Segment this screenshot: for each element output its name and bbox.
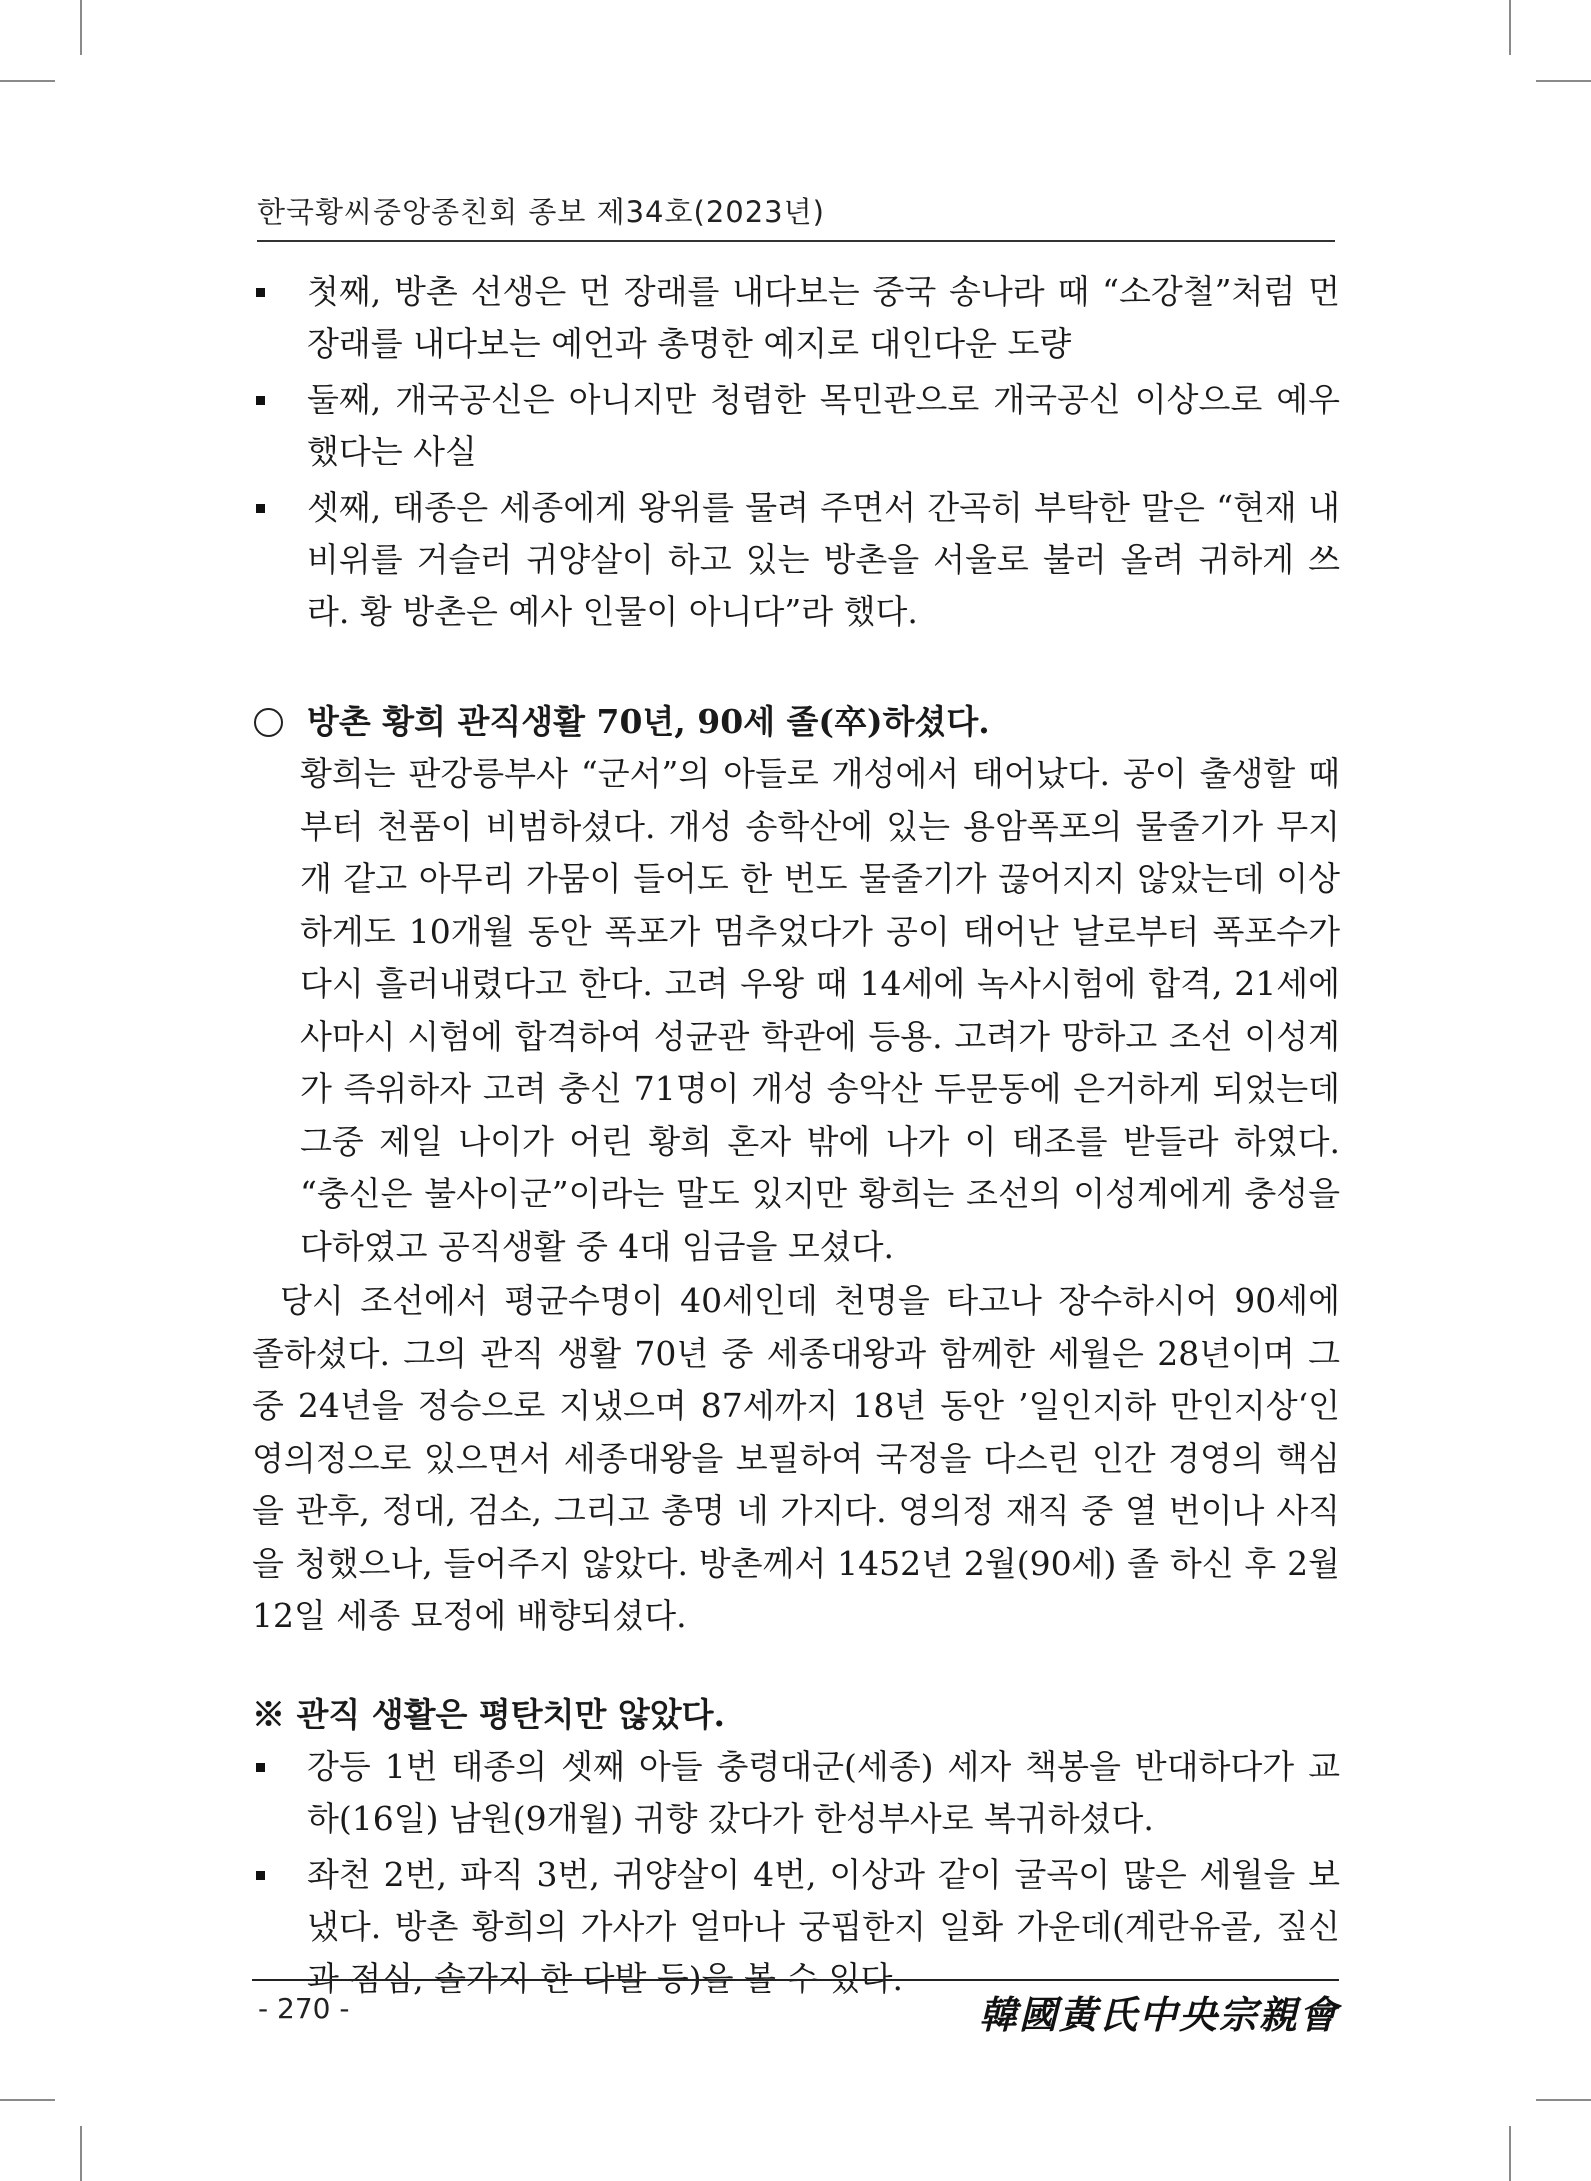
bullet-item: [252, 1741, 1340, 1845]
bullet-text: 강등 1번 태종의 셋째 아들 충령대군(세종) 세자 책봉을 반대하다가 교하(16일) 남원(9개월) 귀향 갔다가 한성부사로 복귀하셨다.: [307, 1746, 1340, 1838]
publisher-logo: 韓國黃氏中央宗親會: [978, 1992, 1339, 2037]
square-bullet-icon: [256, 504, 265, 513]
circle-icon: [254, 708, 283, 737]
crop-mark: [1536, 2099, 1591, 2101]
square-bullet-icon: [256, 288, 265, 297]
page-body: [252, 266, 1340, 2009]
square-bullet-icon: [256, 1871, 265, 1880]
crop-mark: [0, 80, 55, 82]
bullet-item: [252, 1849, 1340, 2005]
page-number: - 270 -: [258, 1992, 350, 2025]
square-bullet-icon: [256, 1763, 265, 1772]
footer-divider: [252, 1979, 1339, 1981]
section-heading: [252, 696, 1340, 748]
bullet-item: [252, 266, 1340, 370]
crop-mark: [1536, 80, 1591, 82]
bullet-item: [252, 374, 1340, 478]
bullet-text: 첫째, 방촌 선생은 먼 장래를 내다보는 중국 송나라 때 “소강철”처럼 먼 장래를 내다보는 예언과 총명한 예지로 대인다운 도량: [307, 272, 1340, 363]
bullet-item: [252, 482, 1340, 638]
header-divider: [257, 240, 1335, 242]
square-bullet-icon: [256, 396, 265, 405]
section-heading-text: 방촌 황희 관직생활 70년, 90세 졸(卒)하셨다.: [307, 702, 990, 741]
running-header: 한국황씨중앙종친회 종보 제34호(2023년): [257, 195, 825, 229]
bullet-text: 셋째, 태종은 세종에게 왕위를 물려 주면서 간곡히 부탁한 말은 “현재 내 비위를 거슬러 귀양살이 하고 있는 방촌을 서울로 불러 올려 귀하게 쓰라. 황 방촌은 예사 인물이 아니다”라 했다.: [307, 488, 1340, 631]
note-heading: ※ 관직 생활은 평탄치만 않았다.: [252, 1694, 725, 1734]
bullet-text: 좌천 2번, 파직 3번, 귀양살이 4번, 이상과 같이 굴곡이 많은 세월을 보냈다. 방촌 황희의 가사가 얼마나 궁핍한지 일화 가운데(계란유골, 짚신과 점심, 솔가지 한 다발 등)을 볼 수 있다.: [307, 1854, 1340, 1998]
crop-mark: [1509, 2126, 1511, 2181]
crop-mark: [80, 0, 82, 55]
bullet-text: 둘째, 개국공신은 아니지만 청렴한 목민관으로 개국공신 이상으로 예우했다는 사실: [307, 380, 1340, 471]
section-paragraph: 황희는 판강릉부사 “군서”의 아들로 개성에서 태어났다. 공이 출생할 때부터 천품이 비범하셨다. 개성 송학산에 있는 용암폭포의 물줄기가 무지개 같고 아무리 가뭄이 들어도 한 번도 물줄기가 끊어지지 않았는데 이상하게도 10개월 동안 폭포가 멈추었다가 공이 태어난 날로부터 폭포수가 다시 흘러내렸다고 한다. 고려 우왕 때 14세에 녹사시험에 합격, 21세에 사마시 시험에 합격하여 성균관 학관에 등용. 고려가 망하고 조선 이성계가 즉위하자 고려 충신 71명이 개성 송악산 두문동에 은거하게 되었는데 그중 제일 나이가 어린 황희 혼자 밖에 나가 이 태조를 받들라 하였다. “충신은 불사이군”이라는 말도 있지만 황희는 조선의 이성계에게 충성을 다하였고 공직생활 중 4대 임금을 모셨다.: [300, 754, 1340, 1266]
crop-mark: [1509, 0, 1511, 55]
crop-mark: [80, 2126, 82, 2181]
body-paragraph: 당시 조선에서 평균수명이 40세인데 천명을 타고나 장수하시어 90세에 졸하셨다. 그의 관직 생활 70년 중 세종대왕과 함께한 세월은 28년이며 그중 24년을 정승으로 지냈으며 87세까지 18년 동안 ’일인지하 만인지상‘인 영의정으로 있으면서 세종대왕을 보필하여 국정을 다스린 인간 경영의 핵심을 관후, 정대, 검소, 그리고 총명 네 가지다. 영의정 재직 중 열 번이나 사직을 청했으나, 들어주지 않았다. 방촌께서 1452년 2월(90세) 졸 하신 후 2월 12일 세종 묘정에 배향되셨다.: [252, 1281, 1340, 1635]
crop-mark: [0, 2099, 55, 2101]
